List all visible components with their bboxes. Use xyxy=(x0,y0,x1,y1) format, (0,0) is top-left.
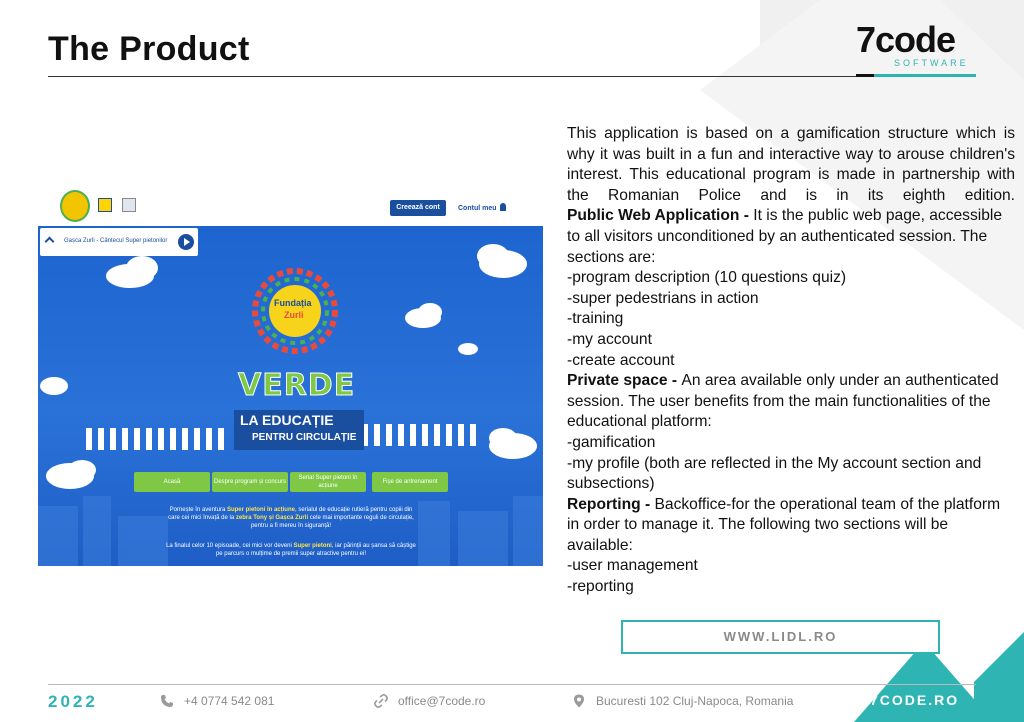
logo-underline xyxy=(856,74,976,77)
hero-subheadline-line1: LA EDUCAȚIE xyxy=(240,412,334,428)
footer-email[interactable]: office@7code.ro xyxy=(398,694,486,708)
footer-divider xyxy=(48,684,976,685)
logo-text: 7code xyxy=(856,19,956,60)
para2-highlight: Super pietoni xyxy=(293,543,332,549)
public-item: -super pedestrians in action xyxy=(567,289,759,307)
website-link-button[interactable]: WWW.LIDL.RO xyxy=(621,620,940,654)
logo-subtitle: SOFTWARE xyxy=(894,58,969,68)
public-heading: Public Web Application - xyxy=(567,207,754,225)
para1-highlight-2: zebra Tony și Gașca Zurli xyxy=(235,515,309,521)
nav-about-button[interactable]: Despre program și concurs xyxy=(212,472,288,492)
logo-wordmark xyxy=(856,20,955,60)
para1-text-c: cele mai importante reguli de circulație, pentru a fi mereu în siguranță! xyxy=(250,515,414,529)
chevron-up-icon xyxy=(45,237,55,247)
product-description xyxy=(567,124,1015,598)
reporting-section xyxy=(567,495,1015,557)
para1-highlight-1: Super pietoni în acțiune xyxy=(226,507,295,513)
create-account-button[interactable]: Creează cont xyxy=(390,200,446,216)
footer-address: Bucuresti 102 Cluj-Napoca, Romania xyxy=(596,694,794,708)
nav-series-button[interactable]: Serial Super pietoni în acțiune xyxy=(290,472,366,492)
reporting-item: -user management xyxy=(567,557,698,575)
nav-training-button[interactable]: Fișe de antrenament xyxy=(372,472,448,492)
para2-text-a: La finalul celor 10 episoade, cei mici vor deveni xyxy=(166,543,294,549)
para1-text-a: Pornește în aventura xyxy=(169,507,227,513)
company-logo[interactable] xyxy=(856,20,980,80)
hero-headline: VERDE xyxy=(238,368,356,403)
footer-year: 2022 xyxy=(48,692,98,711)
footer-website[interactable]: 7CODE.RO xyxy=(870,692,960,708)
video-banner[interactable] xyxy=(40,228,198,256)
para1-text-b: , serialul de educație rutieră pentru copiii din care cei mici învață de la xyxy=(168,507,413,521)
public-item: -training xyxy=(567,310,624,328)
video-title: Gașca Zurli - Cântecul Super pietonilor xyxy=(64,238,168,244)
hero-subheadline-line2: PENTRU CIRCULAȚIE xyxy=(252,432,357,443)
hero-subheadline xyxy=(234,410,364,450)
public-item: -my account xyxy=(567,330,652,348)
nav-home-button[interactable]: Acasă xyxy=(134,472,210,492)
hero-paragraph-2 xyxy=(166,542,416,558)
link-icon xyxy=(374,694,388,708)
reporting-item: -reporting xyxy=(567,578,634,596)
product-screenshot xyxy=(38,186,543,566)
my-account-label: Contul meu xyxy=(458,205,497,212)
foundation-name-line2: Zurli xyxy=(284,310,304,320)
page-title: The Product xyxy=(48,30,250,68)
hero-paragraph-1 xyxy=(166,506,416,530)
logo-underline-accent xyxy=(856,74,874,77)
reporting-heading: Reporting - xyxy=(567,495,655,513)
phone-icon xyxy=(160,694,174,708)
private-item: -gamification xyxy=(567,433,656,451)
public-item: -create account xyxy=(567,351,675,369)
private-text: An area available only under an authenticated session. The user benefits from the main functionalities of the educational platform: xyxy=(567,372,999,431)
public-text: It is the public web page, accessible to all visitors unconditioned by an authenticated session. The sections are: xyxy=(567,207,1003,266)
title-divider xyxy=(48,76,976,77)
public-item: -program description (10 questions quiz) xyxy=(567,269,847,287)
play-icon[interactable] xyxy=(178,234,194,250)
footer-phone[interactable]: +4 0774 542 081 xyxy=(184,694,275,708)
foundation-name-line1: Fundația xyxy=(274,298,312,308)
public-section xyxy=(567,206,1015,268)
intro-paragraph: This application is based on a gamification structure which is why it was built in a fun and interactive way to arouse children's interest. This educational program is made in partnership with the Romanian Police and is in its eighth edition. xyxy=(567,125,1015,204)
private-item: -my profile (both are reflected in the My account section and subsections) xyxy=(567,454,982,493)
private-section xyxy=(567,371,1015,433)
location-pin-icon xyxy=(572,694,586,708)
reporting-text: Backoffice-for the operational team of the platform in order to manage it. The following two sections will be available: xyxy=(567,495,1001,554)
private-heading: Private space - xyxy=(567,372,682,390)
para2-text-b: , iar părinții au șansa să câștige pe parcurs o mulțime de premii super atractive pentru ei! xyxy=(215,543,416,557)
